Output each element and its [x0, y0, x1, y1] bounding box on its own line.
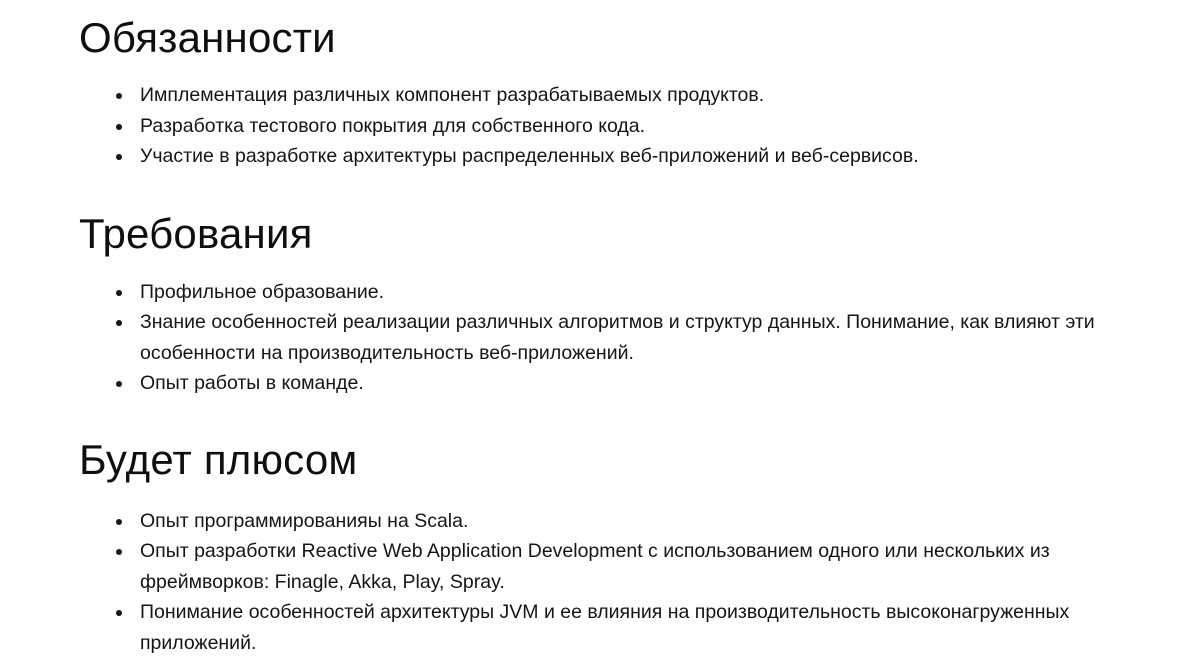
vacancy-document: [79, 0, 1169, 658]
list-item-text: Опыт работы в команде.: [140, 372, 364, 394]
bullet-icon: [116, 549, 122, 555]
list-item-text: Знание особенностей реализации различных алгоритмов и структур данных. Понимание, как влияют эти особенности на производительность веб-приложений.: [140, 311, 1095, 364]
list-item-text: Понимание особенностей архитектуры JVM и ее влияния на производительность высоконагруженных приложений.: [140, 601, 1069, 654]
list-item: [79, 368, 1169, 399]
bullet-icon: [116, 610, 122, 616]
section-requirements: [79, 210, 1169, 399]
list-item: [79, 80, 1169, 111]
nice-to-have-list: [79, 506, 1169, 658]
bullet-icon: [116, 93, 122, 99]
responsibilities-list: [79, 80, 1169, 172]
list-item-text: Профильное образование.: [140, 281, 384, 303]
section-heading-requirements: Требования: [79, 210, 1169, 258]
list-item-text: Опыт программированияы на Scala.: [140, 510, 468, 532]
bullet-icon: [116, 381, 122, 387]
section-responsibilities: [79, 14, 1169, 172]
bullet-icon: [116, 519, 122, 525]
list-item: [79, 277, 1169, 308]
bullet-icon: [116, 124, 122, 130]
list-item-text: Опыт разработки Reactive Web Application Development с использованием одного или нескольких из фреймворков: Finagle, Akka, Play, Spray.: [140, 540, 1050, 593]
list-item-text: Имплементация различных компонент разрабатываемых продуктов.: [140, 84, 764, 106]
section-heading-responsibilities: Обязанности: [79, 14, 1169, 62]
list-item: [79, 536, 1169, 597]
list-item-text: Разработка тестового покрытия для собственного кода.: [140, 115, 645, 137]
section-heading-nice-to-have: Будет плюсом: [79, 436, 1169, 484]
list-item: [79, 307, 1169, 368]
list-item: [79, 597, 1169, 658]
requirements-list: [79, 277, 1169, 399]
bullet-icon: [116, 290, 122, 296]
list-item-text: Участие в разработке архитектуры распределенных веб-приложений и веб-сервисов.: [140, 145, 919, 167]
list-item: [79, 506, 1169, 537]
list-item: [79, 141, 1169, 172]
section-nice-to-have: [79, 436, 1169, 658]
bullet-icon: [116, 154, 122, 160]
bullet-icon: [116, 320, 122, 326]
list-item: [79, 111, 1169, 142]
